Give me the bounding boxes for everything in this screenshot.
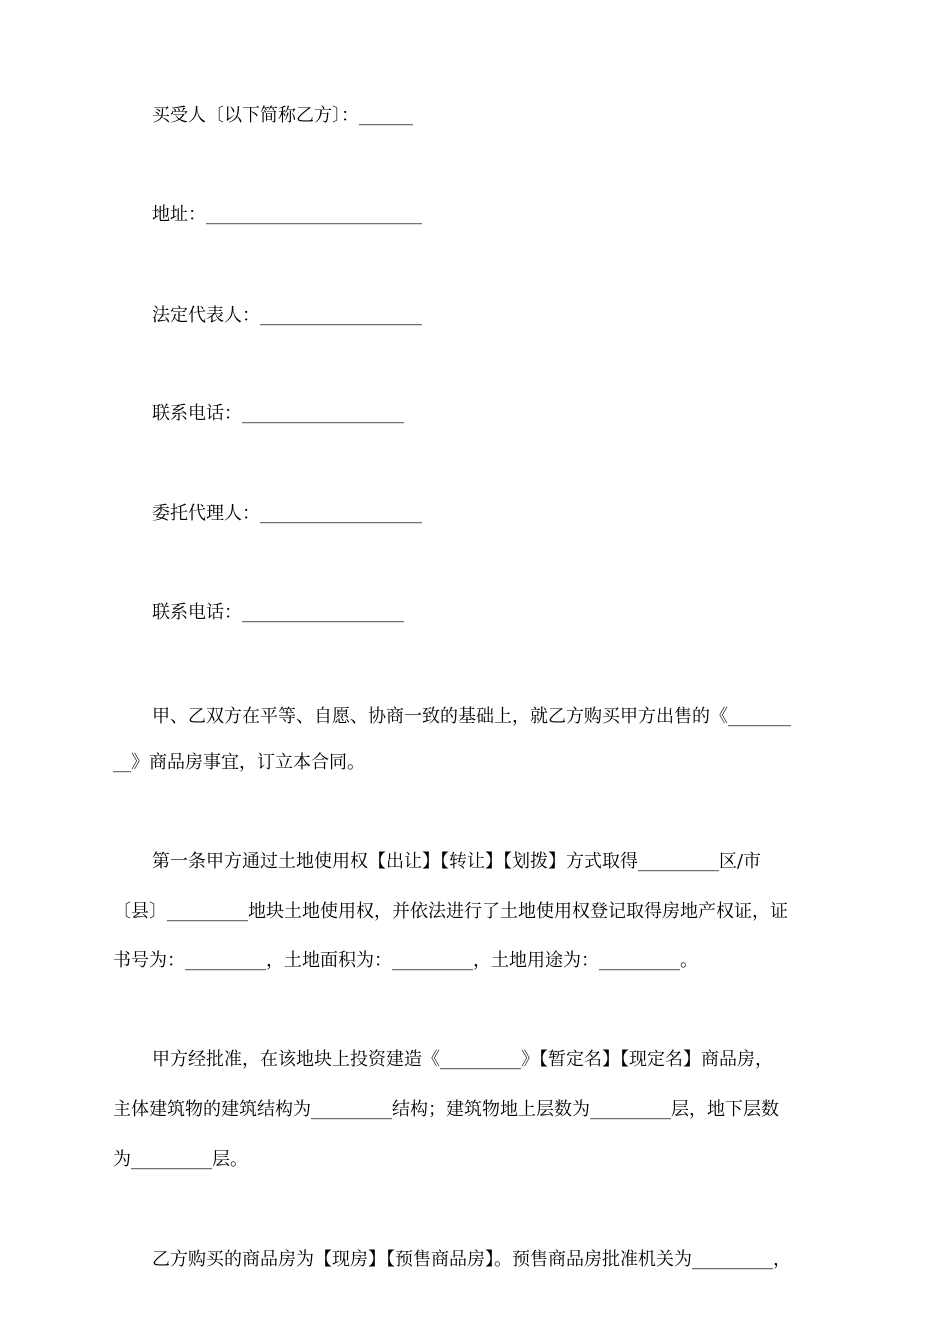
contact-phone-field: 联系电话：__________________ <box>152 403 404 424</box>
address-field: 地址：________________________ <box>152 204 422 225</box>
construction-line-1: 甲方经批准，在该地块上投资建造《_________》【暂定名】【现定名】商品房， <box>152 1049 773 1070</box>
article-one-line-3: 书号为：_________，土地面积为：_________，土地用途为：_________。 <box>113 950 698 971</box>
article-one-line-1: 第一条甲方通过土地使用权【出让】【转让】【划拨】方式取得_________区/市 <box>152 851 762 872</box>
buyer-field: 买受人〔以下简称乙方〕：______ <box>152 105 413 126</box>
construction-line-2: 主体建筑物的建筑结构为_________结构；建筑物地上层数为_________层，地下层数 <box>113 1099 779 1120</box>
article-one-line-2: 〔县〕_________地块土地使用权，并依法进行了土地使用权登记取得房地产权证，证 <box>113 901 788 922</box>
property-type-line-1: 乙方购买的商品房为【现房】【预售商品房】。预售商品房批准机关为_________， <box>152 1249 791 1270</box>
agent-field: 委托代理人：__________________ <box>152 503 422 524</box>
construction-line-3: 为_________层。 <box>113 1149 248 1170</box>
paragraph-intro-line-2: __》商品房事宜，订立本合同。 <box>113 752 365 773</box>
legal-representative-field: 法定代表人：__________________ <box>152 305 422 326</box>
agent-phone-field: 联系电话：__________________ <box>152 602 404 623</box>
paragraph-intro-line-1: 甲、乙双方在平等、自愿、协商一致的基础上，就乙方购买甲方出售的《_______ <box>152 706 791 727</box>
